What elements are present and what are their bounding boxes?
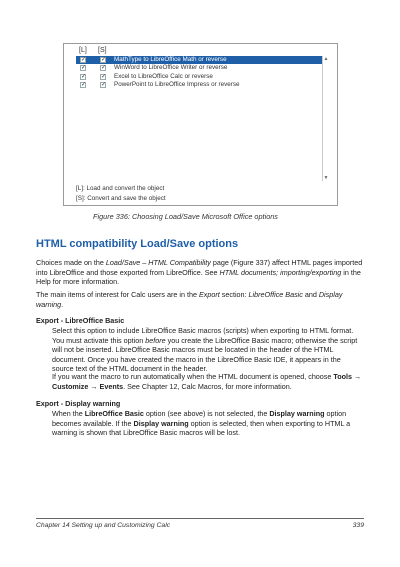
arrow: → [352, 372, 362, 381]
save-checkbox[interactable]: ✓ [101, 65, 107, 72]
load-checkbox[interactable]: ✓ [81, 57, 87, 63]
arrow: → [88, 381, 100, 391]
text: When the [52, 409, 85, 418]
list-item-label: Excel to LibreOffice Calc or reverse [114, 72, 213, 80]
figure-caption: Figure 336: Choosing Load/Save Microsoft Office options [93, 212, 278, 221]
page-number: 339 [352, 522, 364, 529]
text: option is selected, then when exporting to HTML a warning is shown that LibreOffice Basic macros will be lost. [52, 418, 351, 438]
text: If you want the macro to run automatically when the HTML document is opened, choose [52, 372, 334, 381]
text: Select this option to include LibreOffice Basic macros (scripts) when exporting to HTML format. You must activate this option [52, 326, 354, 345]
list-item-label: MathType to LibreOffice Math or reverse [114, 56, 227, 63]
text: . See Chapter 12, Calc Macros, for more information. [123, 381, 292, 391]
paragraph-display-warning [52, 409, 364, 438]
section-heading: HTML compatibility Load/Save options [36, 238, 239, 250]
scroll-down-icon[interactable]: ▼ [323, 175, 329, 181]
help-reference: HTML documents; importing/exporting [219, 267, 342, 277]
save-checkbox[interactable]: ✓ [101, 73, 107, 80]
export-section-name: Export [198, 290, 220, 299]
text: you create the LibreOffice Basic macro; otherwise the script will not be inserted. LibreOffice Basic macros must be located in the header of the HTML document. Once you have created the macro in the LibreOffice Basic IDE, it appears in the source text of the HTML document in the header. [52, 335, 358, 374]
text: and [302, 290, 319, 299]
footer-chapter: Chapter 14 Setting up and Customizing Calc [36, 522, 171, 529]
save-checkbox[interactable]: ✓ [101, 57, 107, 63]
text: section: [219, 290, 249, 299]
paragraph-run-macro [52, 372, 364, 391]
legend [76, 184, 166, 204]
text: option becomes available. If the [52, 409, 347, 428]
list-item[interactable] [76, 64, 322, 72]
paragraph-items [36, 290, 364, 309]
page-reference: Load/Save – HTML Compatibility [105, 258, 211, 267]
list-item[interactable] [76, 73, 322, 81]
save-checkbox[interactable]: ✓ [101, 82, 107, 89]
legend-save: [S]: Convert and save the object [76, 195, 166, 202]
option-name: Display warning [36, 290, 343, 309]
text: in the Help for more information. [36, 267, 361, 287]
text: The main items of interest for Calc users are in the [36, 290, 199, 299]
menu-events: Events [99, 381, 124, 391]
paragraph-export-basic [52, 326, 364, 374]
scroll-up-icon[interactable]: ▲ [323, 56, 329, 62]
text: . [61, 299, 64, 309]
legend-load: [L]: Load and convert the object [76, 185, 165, 192]
option-name: LibreOffice Basic [248, 290, 303, 299]
list-scrollbar[interactable] [322, 56, 329, 181]
footer-divider [36, 518, 364, 519]
save-column-header: [S] [98, 47, 107, 54]
text: Choices made on the [36, 258, 106, 267]
text: option (see above) is not selected, the [143, 409, 270, 418]
load-checkbox[interactable]: ✓ [81, 65, 87, 72]
term-export-basic: Export - LibreOffice Basic [36, 316, 125, 325]
load-checkbox[interactable]: ✓ [81, 82, 87, 89]
list-item[interactable] [76, 81, 322, 89]
list-item-label: WinWord to LibreOffice Writer or reverse [114, 64, 228, 72]
options-screenshot [63, 43, 338, 206]
menu-tools: Tools [333, 372, 353, 381]
emphasis: before [145, 335, 166, 345]
load-checkbox[interactable]: ✓ [81, 73, 87, 80]
list-item-label: PowerPoint to LibreOffice Impress or reverse [114, 81, 240, 89]
options-list [76, 56, 322, 96]
option-name: Display warning [133, 418, 189, 428]
option-name: Display warning [269, 409, 325, 418]
list-item[interactable] [76, 56, 322, 64]
paragraph-intro [36, 258, 364, 287]
option-name: LibreOffice Basic [84, 409, 144, 418]
load-column-header: [L] [79, 47, 87, 54]
term-display-warning: Export - Display warning [36, 399, 121, 408]
text: page (Figure 337) affect HTML pages imported into LibreOffice and those exported from LibreOffice. See [36, 258, 363, 277]
menu-customize: Customize [52, 381, 89, 391]
